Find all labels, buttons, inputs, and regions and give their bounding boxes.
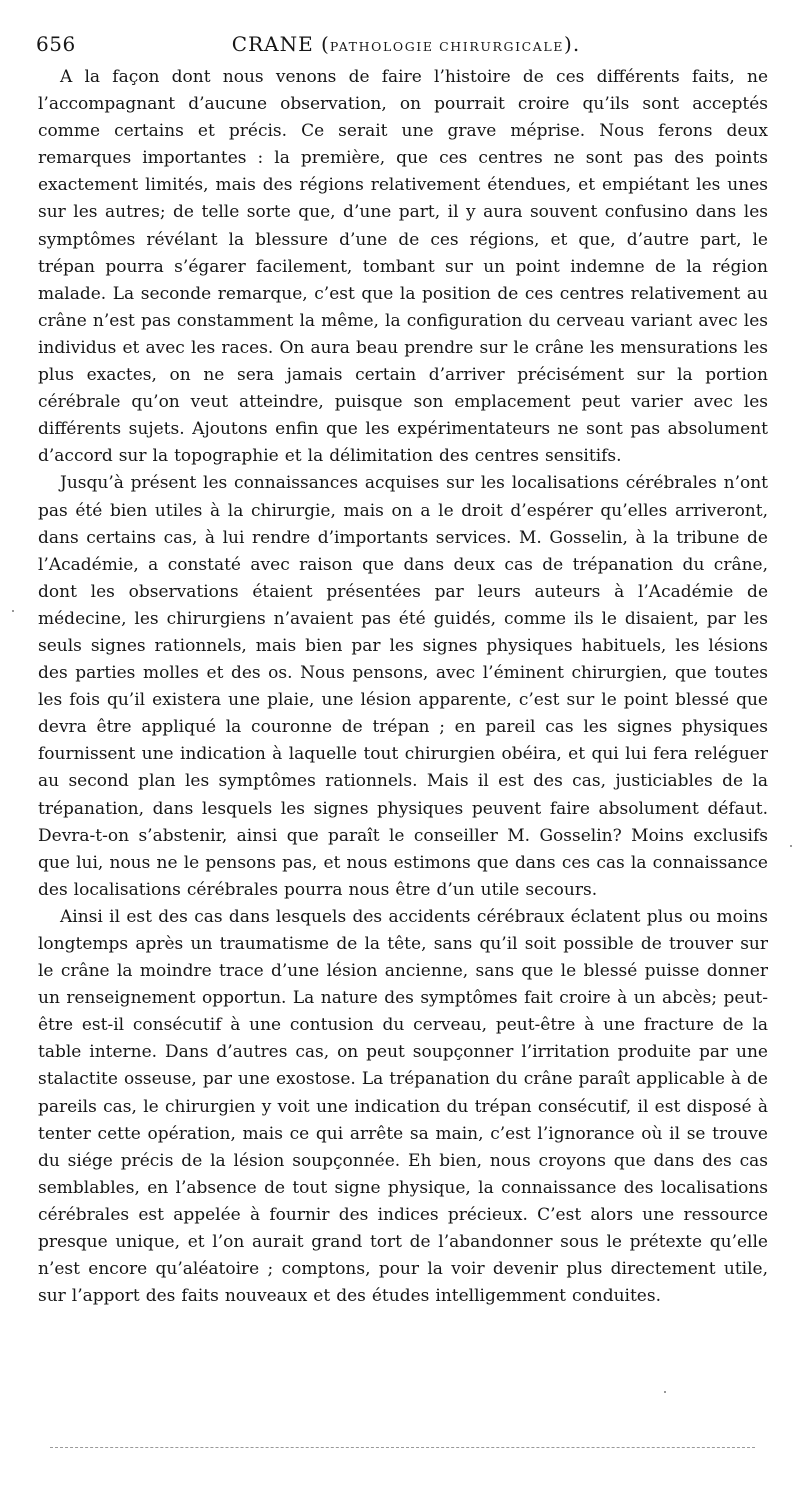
running-head-title: CRANE [231,32,314,56]
scan-speck [12,610,14,612]
body-text [38,64,768,1310]
paragraph-2: Jusqu’à présent les connaissances acquises sur les localisations cérébrales n’ont pas été bien utiles à la chirurgie, mais on a le droit d’espérer qu’elles arriveront, dans certains cas, à lui rendre d’importants services. M. Gosselin, à la tribune de l’Académie, a constaté avec raison que dans deux cas de trépanation du crâne, dont les observations étaient présentées par leurs auteurs à l’Académie de médecine, les chirurgiens n’avaient pas été guidés, comme ils le disaient, par les seuls signes rationnels, mais bien par les signes physiques habituels, les lésions des parties molles et des os. Nous pensons, avec l’éminent chirurgien, que toutes les fois qu’il existera une plaie, une lésion apparente, c’est sur le point blessé que devra être appliqué la couronne de trépan ; en pareil cas les signes physiques fournissent une indication à laquelle tout chirurgien obéira, et qui lui fera reléguer au second plan les symptômes rationnels. Mais il est des cas, justiciables de la trépanation, dans lesquels les signes physiques peuvent faire absolument défaut. Devra-t-on s’abstenir, ainsi que paraît le conseiller M. Gosselin? Moins exclusifs que lui, nous ne le pensons pas, et nous estimons que dans ces cas la connaissance des localisations cérébrales pourra nous être d’un utile secours. [38,473,768,900]
page-header [36,32,776,58]
page-number: 656 [36,32,76,56]
footer-dotted-rule [50,1447,755,1448]
running-head [36,32,776,56]
scan-speck [790,845,792,847]
running-head-close-paren: ). [564,32,581,56]
paragraph-1: A la façon dont nous venons de faire l’histoire de ces différents faits, ne l’accompagnant d’aucune observation, on pourrait croire qu’ils sont acceptés comme certains et précis. Ce serait une grave méprise. Nous ferons deux remarques importantes : la première, que ces centres ne sont pas des points exactement limités, mais des régions relativement étendues, et empiétant les unes sur les autres; de telle sorte que, d’une part, il y aura souvent confusino dans les symptômes révélant la blessure d’une de ces régions, et que, d’autre part, le trépan pourra s’égarer facilement, tombant sur un point indemne de la région malade. La seconde remarque, c’est que la position de ces centres relativement au crâne n’est pas constamment la même, la configuration du cerveau variant avec les individus et avec les races. On aura beau prendre sur le crâne les mensurations les plus exactes, on ne sera jamais certain d’arriver précisément sur la portion cérébrale qu’on veut atteindre, puisque son emplacement peut varier avec les différents sujets. Ajoutons enfin que les expérimentateurs ne sont pas absolument d’accord sur la topographie et la délimitation des centres sensitifs. [38,67,768,467]
scan-speck [664,1391,666,1393]
running-head-subtitle: PATHOLOGIE CHIRURGICALE [329,39,565,54]
running-head-open-paren: ( [313,32,330,56]
paragraph-3: Ainsi il est des cas dans lesquels des accidents cérébraux éclatent plus ou moins longtemps après un traumatisme de la tête, sans qu’il soit possible de trouver sur le crâne la moindre trace d’une lésion ancienne, sans que le blessé puisse donner un renseignement opportun. La nature des symptômes fait croire à un abcès; peut-être est-il consécutif à une contusion du cerveau, peut-être à une fracture de la table interne. Dans d’autres cas, on peut soupçonner l’irritation produite par une stalactite osseuse, par une exostose. La trépanation du crâne paraît applicable à de pareils cas, le chirurgien y voit une indication du trépan consécutif, il est disposé à tenter cette opération, mais ce qui arrête sa main, c’est l’ignorance où il se trouve du siége précis de la lésion soupçonnée. Eh bien, nous croyons que dans des cas semblables, en l’absence de tout signe physique, la connaissance des localisations cérébrales est appelée à fournir des indices précieux. C’est alors une ressource presque unique, et l’on aurait grand tort de l’abandonner sous le prétexte qu’elle n’est encore qu’aléatoire ; comptons, pour la voir devenir plus directement utile, sur l’apport des faits nouveaux et des études intelligemment conduites. [38,906,768,1307]
